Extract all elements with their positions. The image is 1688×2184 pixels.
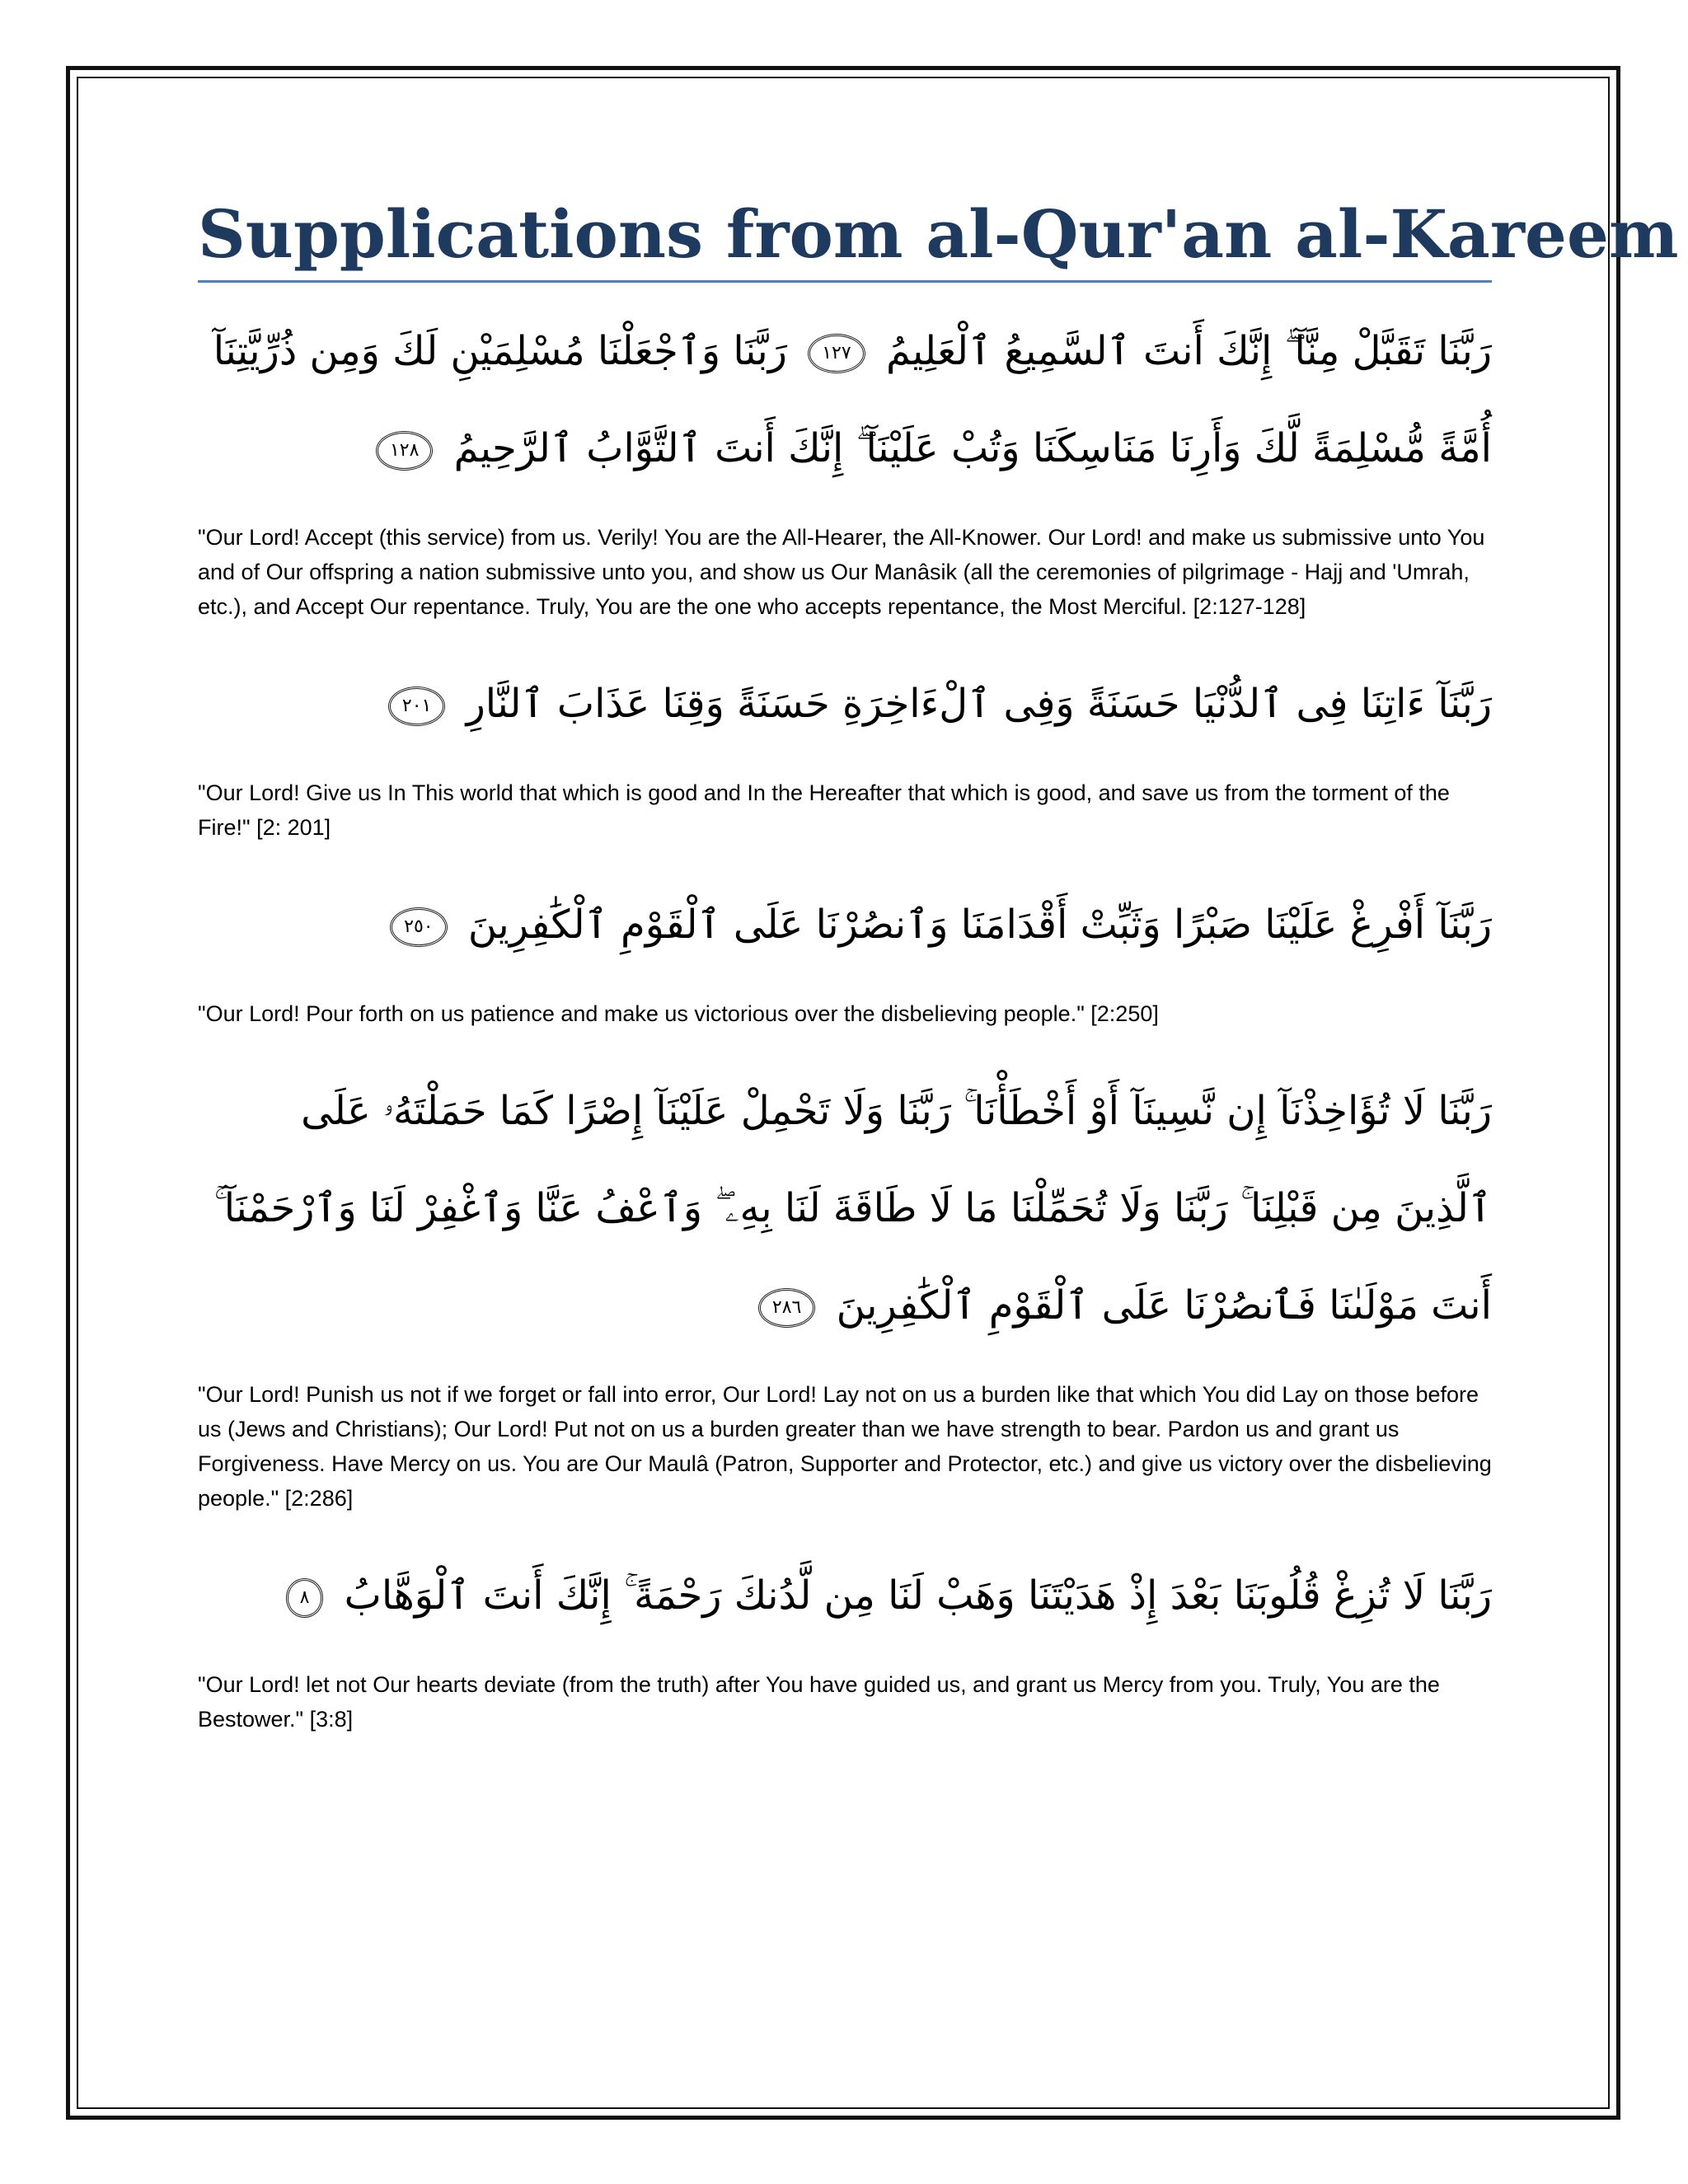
english-translation: "Our Lord! Punish us not if we forget or fall into error, Our Lord! Lay not on us a burden like that which You did Lay on those before us (Jews and Christians); Our Lord! Put not on us a burden greater than we have strength to bear. Pardon us and grant us Forgiveness. Have Mercy on us. You are Our Maulâ (Patron, Supporter and Protector, etc.) and give us victory over the disbelieving people." [2:286] [198,1382,1492,1511]
english-translation: "Our Lord! let not Our hearts deviate (from the truth) after You have guided us, and grant us Mercy from you. Truly, You are the Bestower." [3:8] [198,1672,1440,1732]
supplication-2-127-128 [198,302,1492,624]
arabic-verse [198,876,1492,973]
ayah-number-marker: ٨ [286,1578,324,1618]
supplication-2-201 [198,655,1492,845]
arabic-verse [198,302,1492,497]
arabic-text: رَبَّنَا لَا تُؤَاخِذْنَآ إِن نَّسِينَآ أَوْ أَخْطَأْنَا ۚ رَبَّنَا وَلَا تَحْمِلْ عَلَيْنَآ إِصْرًا كَمَا حَمَلْتَهُۥ عَلَى ٱلَّذِينَ مِن قَبْلِنَا ۚ رَبَّنَا وَلَا تُحَمِّلْنَا مَا لَا طَاقَةَ لَنَا بِهِۦ ۖ وَٱعْفُ عَنَّا وَٱغْفِرْ لَنَا وَٱرْحَمْنَآ ۚ أَنتَ مَوْلَىٰنَا فَٱنصُرْنَا عَلَى ٱلْقَوْمِ ٱلْكَٰفِرِينَ [213,1088,1492,1329]
supplication-2-286 [198,1062,1492,1516]
ayah-number-marker: ٢٥٠ [390,907,447,947]
supplication-2-250 [198,876,1492,1031]
supplication-3-8 [198,1547,1492,1736]
arabic-text: رَبَّنَآ أَفْرِغْ عَلَيْنَا صَبْرًا وَثَبِّتْ أَقْدَامَنَا وَٱنصُرْنَا عَلَى ٱلْقَوْمِ ٱلْكَٰفِرِينَ [467,902,1492,948]
english-translation: "Our Lord! Accept (this service) from us. Verily! You are the All-Hearer, the All-Knower. Our Lord! and make us submissive unto You and of Our offspring a nation submissive unto you, and show us Our Manâsik (all the ceremonies of pilgrimage - Hajj and 'Umrah, etc.), and Accept Our repentance. Truly, You are the one who accepts repentance, the Most Merciful. [2:127-128] [198,525,1485,619]
arabic-text: رَبَّنَآ ءَاتِنَا فِى ٱلدُّنْيَا حَسَنَةً وَفِى ٱلْءَاخِرَةِ حَسَنَةً وَقِنَا عَذَابَ ٱلنَّارِ [466,681,1492,727]
arabic-verse [198,655,1492,752]
title-underline [198,280,1492,283]
ayah-number-marker: ١٢٧ [808,334,865,373]
english-translation: "Our Lord! Pour forth on us patience and make us victorious over the disbelieving people." [2:250] [198,1001,1159,1026]
ayah-number-marker: ١٢٨ [376,431,433,471]
ayah-number-marker: ٢٨٦ [758,1288,815,1328]
ayah-number-marker: ٢٠١ [388,687,445,726]
arabic-text: رَبَّنَا تَقَبَّلْ مِنَّآ ۖ إِنَّكَ أَنتَ ٱلسَّمِيعُ ٱلْعَلِيمُ [885,328,1492,374]
arabic-verse [198,1547,1492,1644]
arabic-verse [198,1062,1492,1354]
page-title: Supplications from al-Qur'an al-Kareem [198,195,1679,273]
arabic-text: رَبَّنَا وَٱجْعَلْنَا مُسْلِمَيْنِ لَكَ وَمِن ذُرِّيَّتِنَآ أُمَّةً مُّسْلِمَةً لَّكَ وَأَرِنَا مَنَاسِكَنَا وَتُبْ عَلَيْنَآ ۖ إِنَّكَ أَنتَ ٱلتَّوَّابُ ٱلرَّحِيمُ [213,328,1492,471]
english-translation: "Our Lord! Give us In This world that which is good and In the Hereafter that which is good, and save us from the torment of the Fire!" [2: 201] [198,780,1450,840]
document-body [198,195,1679,1768]
arabic-text: رَبَّنَا لَا تُزِغْ قُلُوبَنَا بَعْدَ إِذْ هَدَيْتَنَا وَهَبْ لَنَا مِن لَّدُنكَ رَحْمَةً ۚ إِنَّكَ أَنتَ ٱلْوَهَّابُ [344,1572,1492,1619]
